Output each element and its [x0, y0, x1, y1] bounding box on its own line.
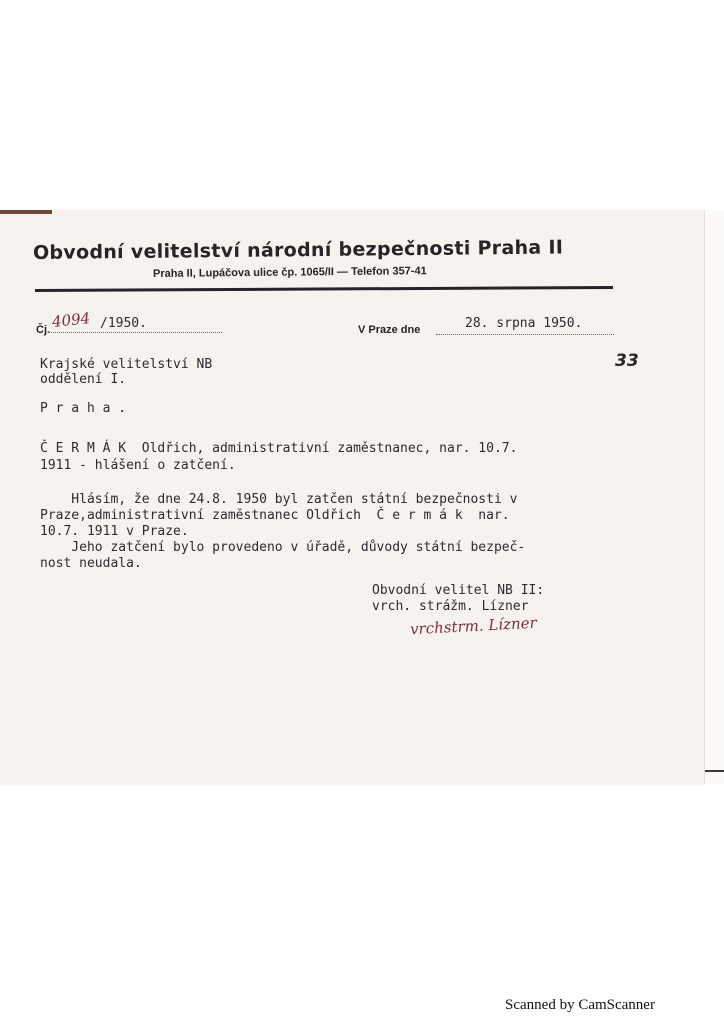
folio-number: 33 [615, 351, 639, 371]
addressee-line-2: oddělení I. [40, 372, 127, 387]
date-dotted-line [436, 334, 614, 335]
reference-number-handwritten: 4094 [51, 309, 92, 331]
place-date-value: 28. srpna 1950. [465, 316, 583, 331]
body-line-4: Jeho zatčení bylo provedeno v úřadě, důvody státní bezpeč- [40, 540, 526, 555]
letterhead-address: Praha II, Lupáčova ulice čp. 1065/II — Telefon 357-41 [152, 265, 427, 280]
paper-margin-strip [704, 210, 724, 784]
subject-line-1: Č E R M Á K Oldřich, administrativní zaměstnanec, nar. 10.7. [40, 441, 518, 456]
addressee-city: P r a h a . [40, 401, 127, 416]
signature-name: vrch. strážm. Lízner [372, 599, 529, 614]
body-line-3: 10.7. 1911 v Praze. [40, 524, 189, 539]
paper-edge [0, 210, 52, 214]
signature-title: Obvodní velitel NB II: [372, 583, 545, 598]
place-date-label: V Praze dne [358, 324, 421, 336]
margin-mark [705, 770, 724, 772]
subject-line-2: 1911 - hlášení o zatčení. [40, 458, 236, 473]
body-line-2: Praze,administrativní zaměstnanec Oldřich Č e r m á k nar. [40, 508, 510, 523]
addressee-line-1: Krajské velitelství NB [40, 357, 213, 372]
reference-year: /1950. [100, 316, 147, 331]
body-line-5: nost neudala. [40, 556, 142, 571]
handwritten-signature: vrchstrm. Lízner [409, 613, 538, 639]
reference-label: Čj. [36, 324, 51, 336]
body-line-1: Hlásím, že dne 24.8. 1950 byl zatčen státní bezpečnosti v [40, 492, 518, 507]
scanner-watermark: Scanned by CamScanner [505, 997, 655, 1013]
reference-dotted-line [48, 332, 222, 333]
letterhead-title: Obvodní velitelství národní bezpečnosti Praha II [32, 236, 564, 264]
